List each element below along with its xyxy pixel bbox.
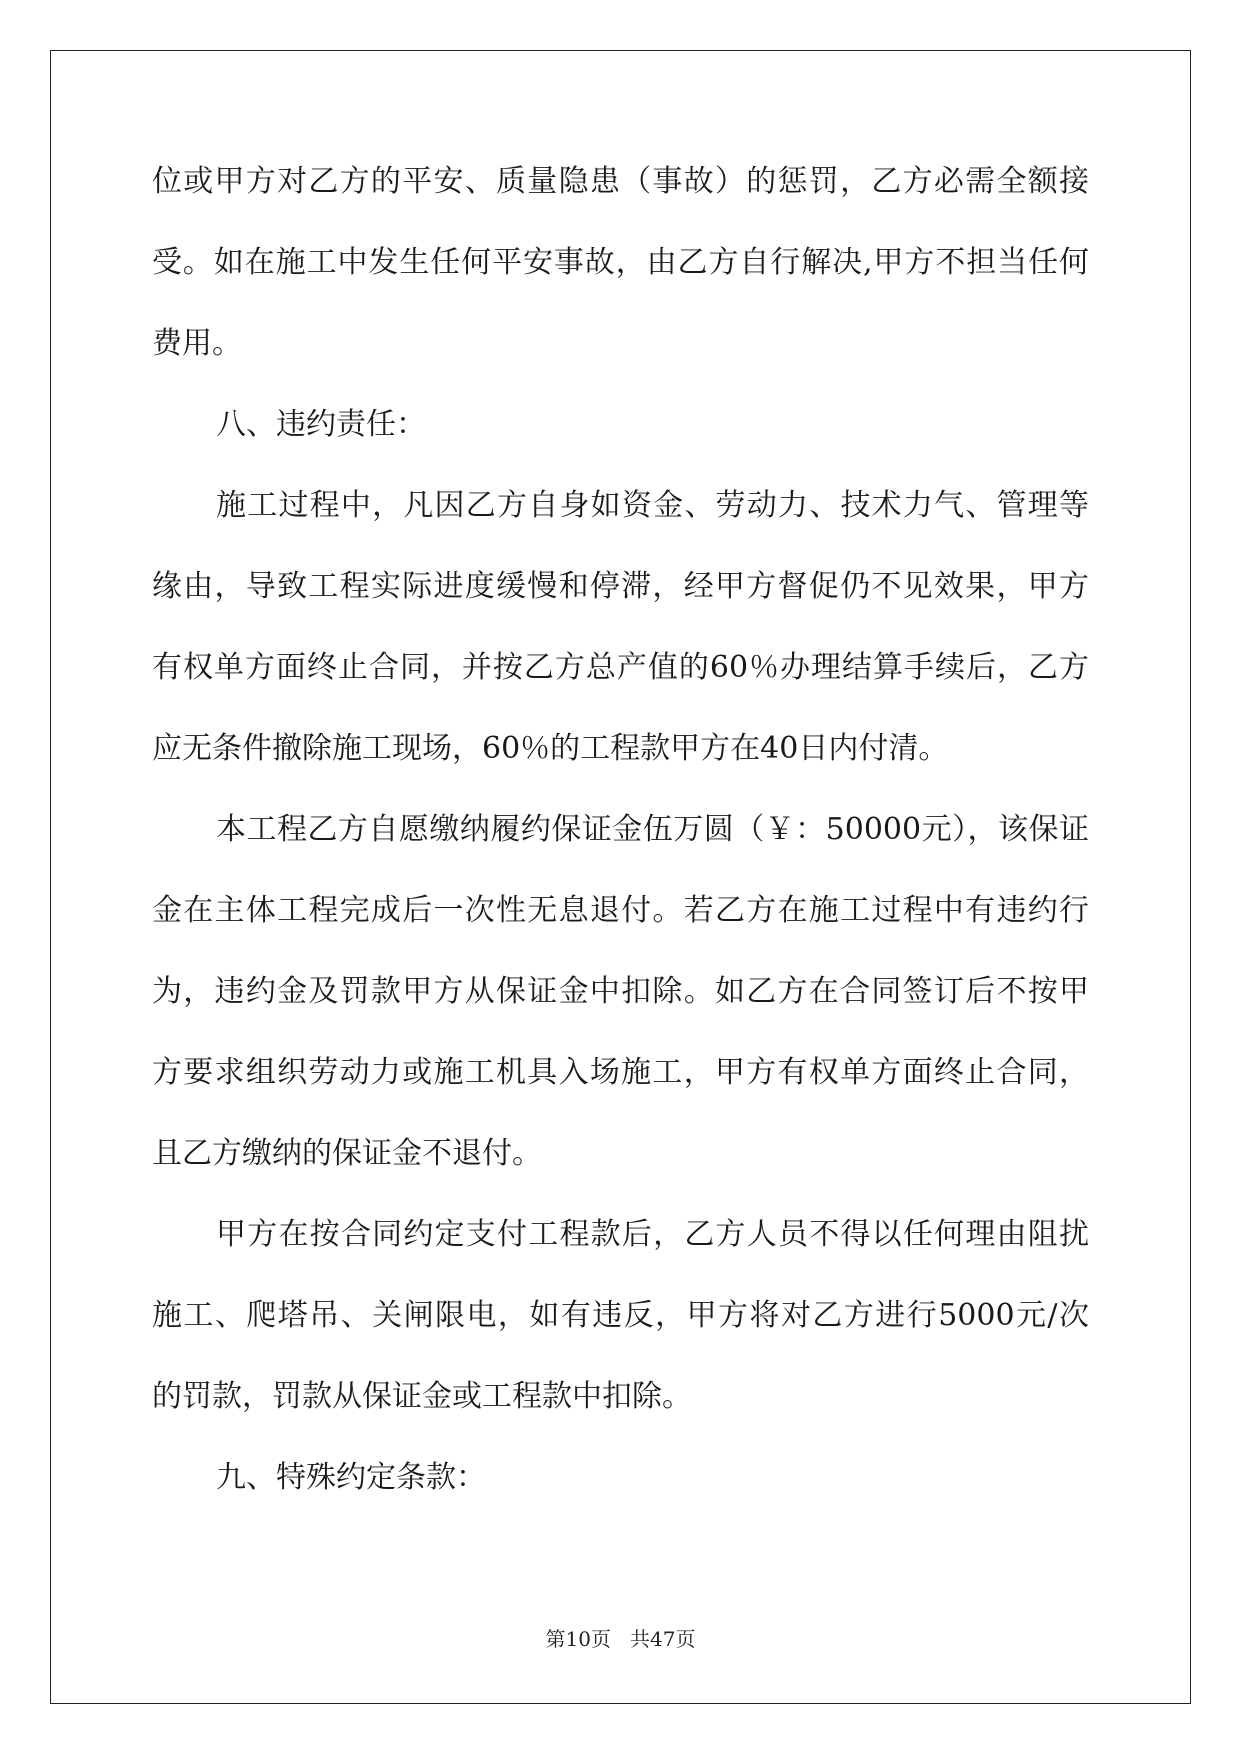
body-line: 施工、爬塔吊、关闸限电，如有违反，甲方将对乙方进行5000元/次 [152, 1298, 1089, 1333]
current-page: 10 [565, 1627, 591, 1651]
body-line: 位或甲方对乙方的平安、质量隐患（事故）的惩罚，乙方必需全额接 [152, 164, 1089, 199]
body-line: 的罚款，罚款从保证金或工程款中扣除。 [152, 1379, 692, 1414]
body-line: 且乙方缴纳的保证金不退付。 [152, 1136, 542, 1171]
body-line: 施工过程中，凡因乙方自身如资金、劳动力、技术力气、管理等 [216, 488, 1089, 523]
body-line: 费用。 [152, 326, 242, 361]
body-line: 本工程乙方自愿缴纳履约保证金伍万圆（￥：50000元），该保证 [216, 812, 1089, 847]
body-line: 甲方在按合同约定支付工程款后，乙方人员不得以任何理由阻扰 [216, 1217, 1089, 1252]
page-number [0, 1623, 1241, 1652]
body-line: 应无条件撤除施工现场，60％的工程款甲方在40日内付清。 [152, 731, 949, 766]
total-pages: 47 [650, 1627, 676, 1651]
body-line: 缘由，导致工程实际进度缓慢和停滞，经甲方督促仍不见效果，甲方 [152, 569, 1089, 604]
page-label-suffix: 页 [675, 1627, 696, 1651]
body-line: 受。如在施工中发生任何平安事故，由乙方自行解决,甲方不担当任何 [152, 245, 1089, 280]
document-body [152, 162, 1089, 1539]
section-heading-special-terms: 九、特殊约定条款： [216, 1460, 486, 1495]
section-heading-breach-liability: 八、违约责任： [216, 407, 426, 442]
body-line: 有权单方面终止合同，并按乙方总产值的60％办理结算手续后，乙方 [152, 650, 1089, 685]
page-label-middle: 页 共 [590, 1627, 651, 1651]
body-line: 金在主体工程完成后一次性无息退付。若乙方在施工过程中有违约行 [152, 893, 1089, 928]
page-label-prefix: 第 [545, 1627, 566, 1651]
body-line: 方要求组织劳动力或施工机具入场施工，甲方有权单方面终止合同， [152, 1055, 1089, 1090]
body-line: 为，违约金及罚款甲方从保证金中扣除。如乙方在合同签订后不按甲 [152, 974, 1089, 1009]
